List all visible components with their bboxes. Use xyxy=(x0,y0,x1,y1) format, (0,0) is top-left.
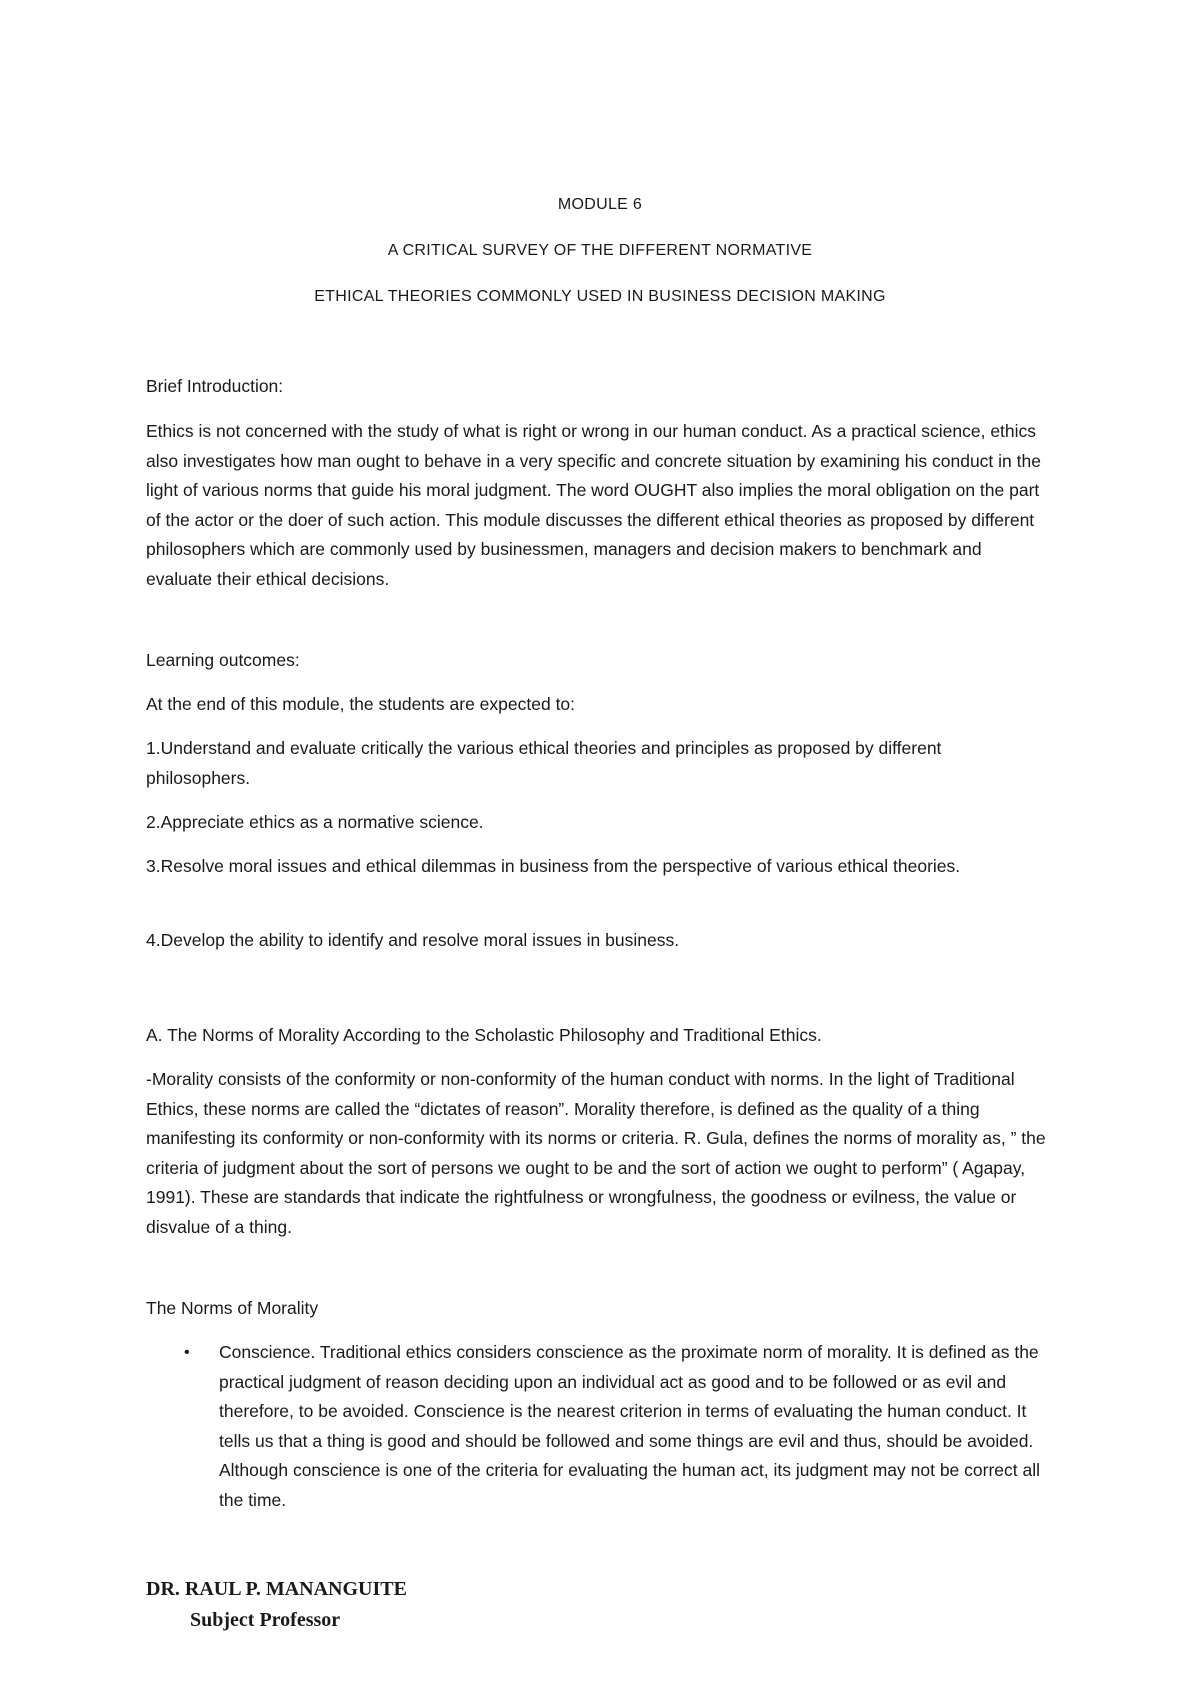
intro-paragraph: Ethics is not concerned with the study of what is right or wrong in our human conduct. As a practical science, ethics also investigates how man ought to behave in a very specific and concrete situation by examining his conduct in the light of various norms that guide his moral judgment. The word OUGHT also implies the moral obligation on the part of the actor or the doer of such action. This module discusses the different ethical theories as proposed by different philosophers which are commonly used by businessmen, managers and decision makers to benchmark and evaluate their ethical decisions. xyxy=(146,421,1041,589)
bullet-item-conscience xyxy=(146,1338,1046,1515)
intro-heading: Brief Introduction: xyxy=(146,376,284,396)
section-a-heading: A. The Norms of Morality According to the Scholastic Philosophy and Traditional Ethics. xyxy=(146,1025,822,1045)
bullet-text: Conscience. Traditional ethics considers conscience as the proximate norm of morality. It is defined as the practical judgment of reason deciding upon an individual act as good and to be followed or as evil and therefore, to be avoided. Conscience is the nearest criterion in terms of evaluating the human conduct. It tells us that a thing is good and should be followed and some things are evil and thus, should be avoided. Although conscience is one of the criteria for evaluating the human act, its judgment may not be correct all the time. xyxy=(219,1342,1041,1510)
outcome-item: 4.Develop the ability to identify and resolve moral issues in business. xyxy=(146,930,680,950)
outcome-item: 2.Appreciate ethics as a normative science. xyxy=(146,812,484,832)
outcomes-heading: Learning outcomes: xyxy=(146,650,300,670)
section-a-body xyxy=(146,1065,1046,1242)
module-number: MODULE 6 xyxy=(557,196,643,213)
title-line-2: ETHICAL THEORIES COMMONLY USED IN BUSINESS DECISION MAKING xyxy=(314,288,886,305)
section-a-paragraph: -Morality consists of the conformity or non-conformity of the human conduct with norms. In the light of Traditional Ethics, these norms are called the “dictates of reason”. Morality therefore, is defined as the quality of a thing manifesting its conformity or non-conformity with its norms or criteria. R. Gula, defines the norms of morality as, ” the criteria of judgment about the sort of persons we ought to be and the sort of action we ought to perform” ( Agapay, 1991). These are standards that indicate the rightfulness or wrongfulness, the goodness or evilness, the value or disvalue of a thing. xyxy=(146,1069,1046,1237)
norms-subheading: The Norms of Morality xyxy=(146,1298,319,1318)
professor-name: DR. RAUL P. MANANGUITE xyxy=(146,1578,407,1600)
bullet-icon: • xyxy=(184,1344,190,1361)
title-line-1: A CRITICAL SURVEY OF THE DIFFERENT NORMATIVE xyxy=(387,242,813,259)
outcomes-lead: At the end of this module, the students are expected to: xyxy=(146,694,576,714)
professor-role: Subject Professor xyxy=(190,1609,341,1631)
intro-section xyxy=(146,417,1046,594)
outcome-item: 1.Understand and evaluate critically the various ethical theories and principles as proposed by different philosophers. xyxy=(146,738,942,788)
outcome-item: 3.Resolve moral issues and ethical dilemmas in business from the perspective of various ethical theories. xyxy=(146,856,961,876)
